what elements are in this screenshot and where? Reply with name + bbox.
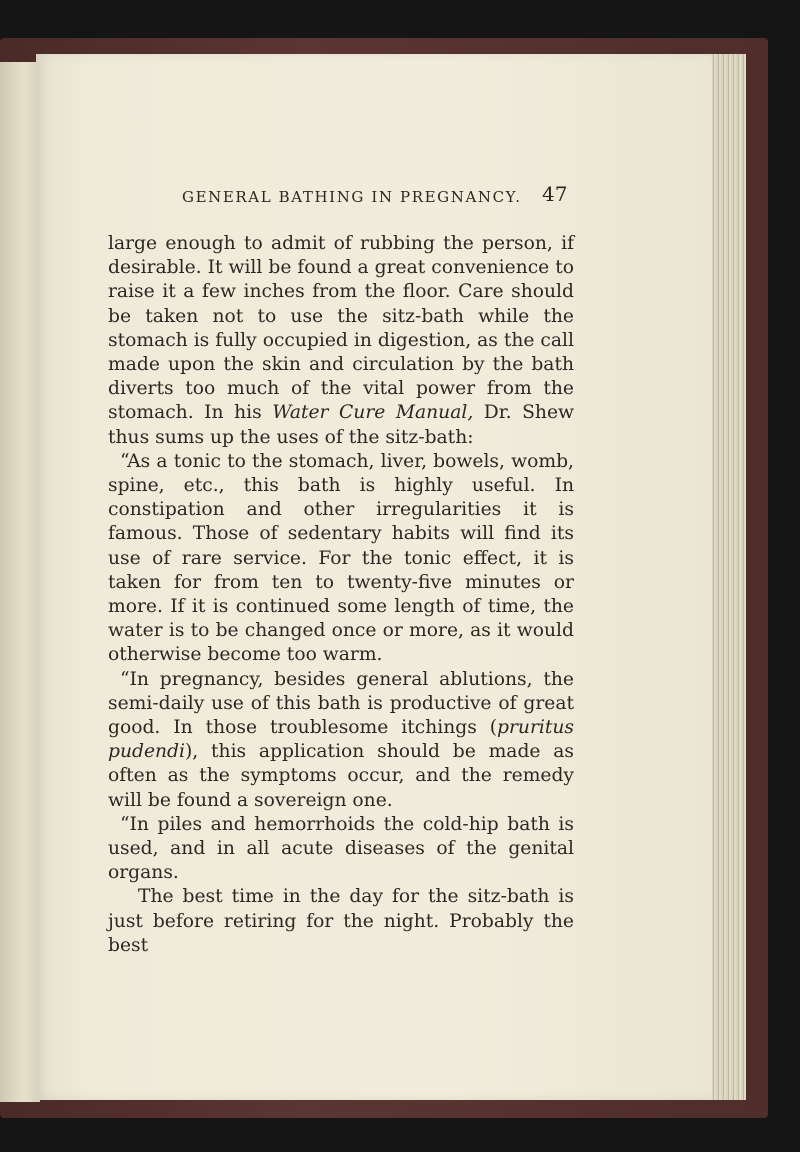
italic-term: pruritus pudendi <box>108 717 574 763</box>
page-text <box>108 232 574 958</box>
paragraph <box>108 232 574 450</box>
quote-paragraph <box>108 668 574 813</box>
page-number: 47 <box>542 182 568 206</box>
running-title: GENERAL BATHING IN PREGNANCY. <box>182 188 522 206</box>
page-block-edges <box>706 54 746 1100</box>
quote-paragraph: “As a tonic to the stomach, liver, bowels, womb, spine, etc., this bath is highly useful. In constipation and other irregularities it is famous. Those of sedentary habits will find its use of rare service. For the tonic effect, it is taken for from ten to twenty-five minutes or more. If it is continued some length of time, the water is to be changed once or more, as it would otherwise become too warm. <box>108 450 574 666</box>
facing-page-edge <box>0 62 40 1102</box>
text-span: large enough to admit of rubbing the person, if desirable. It will be found a great convenience to raise it a few inches from the floor. Care should be taken not to use the sitz-bath while the stomach is fully occupied in digestion, as the call made upon the skin and circulation by the bath diverts too much of the vital power from the stomach. In his <box>108 233 574 424</box>
text-span: Dr. Shew thus sums up the uses of the sitz-bath: <box>108 402 575 448</box>
italic-title: Water Cure Manual, <box>272 402 474 424</box>
quote-paragraph: “In piles and hemorrhoids the cold-hip bath is used, and in all acute diseases of the genital organs. <box>108 813 574 884</box>
text-span: “In pregnancy, besides general ablutions, the semi-daily use of this bath is productive of great good. In those troublesome itchings ( <box>108 668 574 739</box>
paragraph: The best time in the day for the sitz-bath is just before retiring for the night. Probably the best <box>108 886 574 956</box>
text-span: ), this application should be made as often as the symptoms occur, and the remedy will be found a sovereign one. <box>108 741 574 811</box>
